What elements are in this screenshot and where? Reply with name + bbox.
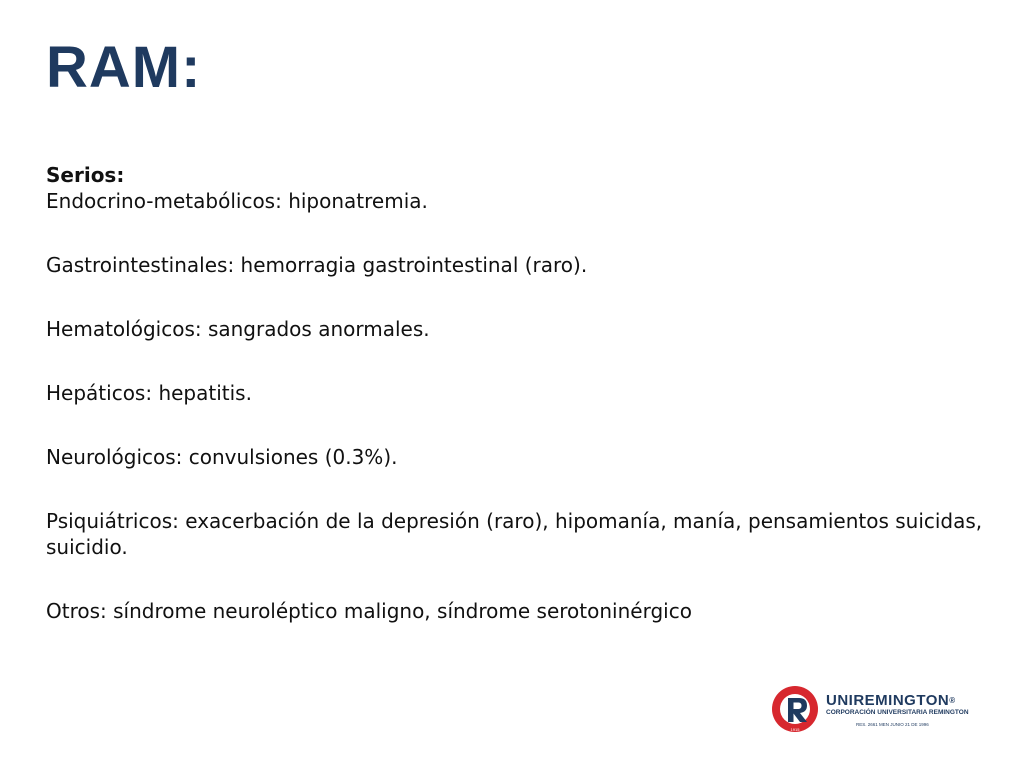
list-item: Otros: síndrome neuroléptico maligno, síndrome serotoninérgico bbox=[46, 599, 692, 623]
list-item: Hepáticos: hepatitis. bbox=[46, 381, 252, 405]
list-item: Psiquiátricos: exacerbación de la depresión (raro), hipomanía, manía, pensamientos suicidas, suicidio. bbox=[46, 509, 983, 559]
logo-emblem-icon bbox=[770, 684, 820, 734]
list-item: Neurológicos: convulsiones (0.3%). bbox=[46, 445, 398, 469]
slide-title: RAM: bbox=[46, 35, 202, 100]
list-item: Endocrino-metabólicos: hiponatremia. bbox=[46, 189, 428, 213]
subheading: Serios: bbox=[46, 163, 125, 187]
list-item: Gastrointestinales: hemorragia gastrointestinal (raro). bbox=[46, 253, 588, 277]
slide-content bbox=[46, 162, 986, 624]
logo-name: UNIREMINGTON® bbox=[826, 692, 956, 709]
logo-subtitle: CORPORACIÓN UNIVERSITARIA REMINGTON bbox=[826, 709, 969, 716]
list-item: Hematológicos: sangrados anormales. bbox=[46, 317, 430, 341]
logo-year: 1915 bbox=[790, 727, 800, 732]
logo-resolution: RES. 2661 MEN JUNIO 21 DE 1996 bbox=[856, 722, 929, 727]
uniremington-logo bbox=[770, 684, 980, 734]
